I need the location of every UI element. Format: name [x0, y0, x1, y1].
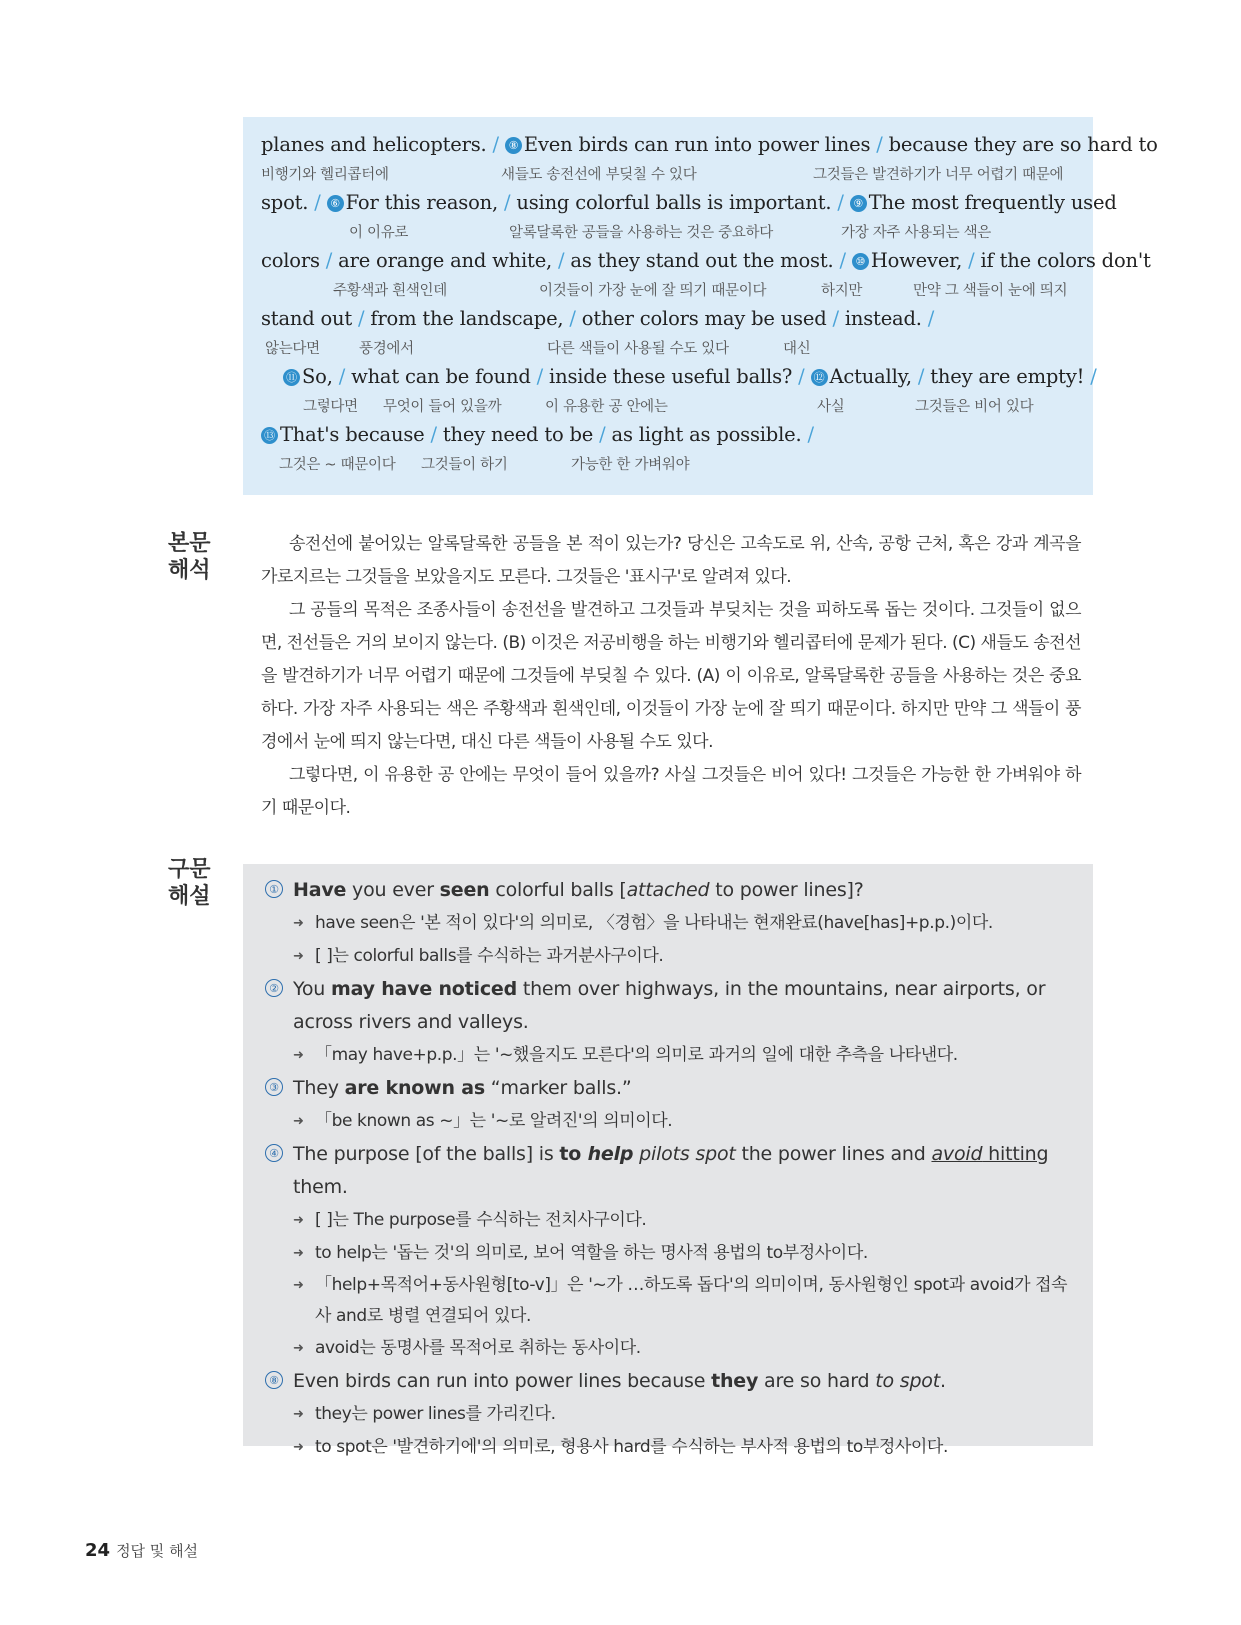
korean-gloss: 그것들은 발견하기가 너무 어렵기 때문에 — [813, 167, 1064, 183]
grammar-note — [265, 1270, 1073, 1332]
phrase: Even birds can run into power lines — [523, 133, 871, 156]
reading-line — [261, 423, 1075, 481]
italic: attached — [626, 879, 710, 901]
note-text: 「help+목적어+동사원형[to-v]」은 '~가 …하도록 돕다'의 의미이며, 동사원형인 spot과 avoid가 접속사 and로 병렬 연결되어 있다. — [315, 1275, 1068, 1326]
emphasis: Have — [293, 879, 347, 901]
korean-gloss: 대신 — [783, 341, 811, 357]
sentence-number: ④ — [265, 1144, 283, 1162]
note-text: 「may have+p.p.」는 '~했을지도 모른다'의 의미로 과거의 일에 대한 추측을 나타낸다. — [315, 1045, 958, 1065]
grammar-note — [265, 1204, 1073, 1237]
phrase: what can be found — [351, 365, 531, 388]
phrase: So, — [302, 365, 333, 388]
korean-gloss: 사실 — [817, 399, 845, 415]
italic: pilots spot — [633, 1143, 736, 1165]
grammar-note — [265, 1039, 1073, 1072]
grammar-item — [265, 1365, 1073, 1398]
phrase: instead. — [844, 307, 922, 330]
grammar-note — [265, 1332, 1073, 1365]
korean-gloss: 다른 색들이 사용될 수도 있다 — [547, 341, 729, 357]
phrase: other colors may be used — [581, 307, 827, 330]
grammar-note — [265, 1398, 1073, 1431]
korean-gloss: 비행기와 헬리콥터에 — [261, 167, 389, 183]
english-line: colors / are orange and white, / as they stand out the most. / ⑩ However, / if the colors don't — [261, 249, 1151, 272]
translation-paragraph: 그렇다면, 이 유용한 공 안에는 무엇이 들어 있을까? 사실 그것들은 비어 있다! 그것들은 가능한 한 가벼워야 하기 때문이다. — [261, 765, 1081, 818]
korean-gloss: 가능한 한 가벼워야 — [571, 457, 690, 473]
arrow-icon: ➜ — [293, 1114, 304, 1129]
english-line: stand out / from the landscape, / other colors may be used / instead. / — [261, 307, 935, 330]
note-text: they는 power lines를 가리킨다. — [315, 1404, 556, 1424]
sentence-number: ⑩ — [852, 253, 869, 270]
phrase: inside these useful balls? — [549, 365, 793, 388]
korean-gloss: 이것들이 가장 눈에 잘 띄기 때문이다 — [539, 283, 767, 299]
korean-gloss: 이 이유로 — [349, 225, 409, 241]
phrase: colors — [261, 249, 320, 272]
text: The purpose [of the balls] is — [293, 1143, 560, 1165]
sentence-number: ⑧ — [505, 137, 522, 154]
arrow-icon: ➜ — [293, 1048, 304, 1063]
grammar-note — [265, 1237, 1073, 1270]
phrase: are orange and white, — [338, 249, 553, 272]
emphasis: are known as — [344, 1077, 485, 1099]
phrase: if the colors don't — [980, 249, 1151, 272]
footer-label: 정답 및 해설 — [116, 1542, 199, 1560]
arrow-icon: ➜ — [293, 1440, 304, 1455]
text: are so hard — [758, 1370, 876, 1392]
reading-box — [243, 117, 1158, 495]
note-text: [ ]는 The purpose를 수식하는 전치사구이다. — [315, 1210, 647, 1230]
reading-line — [261, 133, 1158, 191]
phrase: from the landscape, — [370, 307, 564, 330]
emphasis: to — [559, 1143, 588, 1165]
note-text: to help는 '돕는 것'의 의미로, 보어 역할을 하는 명사적 용법의 to부정사이다. — [315, 1243, 868, 1263]
sentence-number: ② — [265, 979, 283, 997]
sentence-number: ① — [265, 880, 283, 898]
sentence-number: ⑨ — [850, 195, 867, 212]
text: the power lines and — [735, 1143, 932, 1165]
korean-gloss: 새들도 송전선에 부딪칠 수 있다 — [501, 167, 697, 183]
arrow-icon: ➜ — [293, 1341, 304, 1356]
english-line: spot. / ⑥ For this reason, / using colorful balls is important. / ⑨ The most frequently used — [261, 191, 1117, 214]
phrase: That's because — [280, 423, 425, 446]
translation-paragraph: 그 공들의 목적은 조종사들이 송전선을 발견하고 그것들과 부딪치는 것을 피하도록 돕는 것이다. 그것들이 없으면, 전선들은 거의 보이지 않는다. (B) 이것은 저공비행을 하는 비행기와 헬리콥터에 문제가 된다. (C) 새들도 송전선을 발견하기가 너무 어렵기 때문에 그것들에 부딪칠 수 있다. (A) 이 이유로, 알록달록한 공들을 사용하는 것은 중요하다. 가장 자주 사용되는 색은 주황색과 흰색인데, 이것들이 가장 눈에 잘 띄기 때문이다. 하지만 만약 그 색들이 풍경에서 눈에 띄지 않는다면, 대신 다른 색들이 사용될 수도 있다. — [261, 600, 1081, 752]
phrase: planes and helicopters. — [261, 133, 487, 156]
reading-line — [261, 191, 1117, 249]
text: “marker balls.” — [484, 1077, 632, 1099]
label-line: 해설 — [168, 884, 211, 909]
grammar-note — [265, 907, 1073, 940]
note-text: avoid는 동명사를 목적어로 취하는 동사이다. — [315, 1338, 641, 1358]
note-text: [ ]는 colorful balls를 수식하는 과거분사구이다. — [315, 946, 664, 966]
phrase: The most frequently used — [868, 191, 1117, 214]
grammar-note — [265, 1105, 1073, 1138]
grammar-note — [265, 940, 1073, 973]
phrase: because they are so hard to — [888, 133, 1158, 156]
grammar-item — [265, 1072, 1073, 1105]
note-text: to spot은 '발견하기에'의 의미로, 형용사 hard를 수식하는 부사적 용법의 to부정사이다. — [315, 1437, 948, 1457]
sentence-number: ③ — [265, 1078, 283, 1096]
korean-gloss: 그것들이 하기 — [421, 457, 508, 473]
grammar-item — [265, 1138, 1073, 1204]
phrase: For this reason, — [345, 191, 498, 214]
text: . — [939, 1370, 946, 1392]
korean-gloss: 무엇이 들어 있을까 — [383, 399, 502, 415]
reading-line — [261, 249, 1151, 307]
emphasis: seen — [439, 879, 490, 901]
korean-gloss: 이 유용한 공 안에는 — [545, 399, 668, 415]
text: You — [293, 978, 331, 1000]
text: them over highways, in the mountains, near airports, or across rivers and valleys. — [293, 978, 1046, 1033]
label-line: 해석 — [168, 558, 211, 583]
sentence-number: ⑥ — [327, 195, 344, 212]
arrow-icon: ➜ — [293, 1407, 304, 1422]
label-line: 구문 — [168, 857, 211, 882]
phrase: using colorful balls is important. — [516, 191, 832, 214]
english-line: ⑬ That's because / they need to be / as light as possible. / — [261, 423, 1075, 446]
phrase: stand out — [261, 307, 353, 330]
emphasis: may have noticed — [331, 978, 517, 1000]
arrow-icon: ➜ — [293, 916, 304, 931]
emphasis: help — [587, 1143, 634, 1165]
sentence-number: ⑧ — [265, 1371, 283, 1389]
korean-gloss: 하지만 — [821, 283, 863, 299]
phrase: they are empty! — [930, 365, 1085, 388]
grammar-label — [168, 856, 211, 910]
english-line: ⑪ So, / what can be found / inside these useful balls? / ⑫ Actually, / they are empty! / — [283, 365, 1075, 388]
translation-body — [261, 528, 1081, 825]
grammar-item — [265, 874, 1073, 907]
reading-line — [261, 365, 1097, 423]
english-line: planes and helicopters. / ⑧ Even birds can run into power lines / because they are so hard to — [261, 133, 1158, 156]
underlined: avoid — [931, 1143, 983, 1165]
korean-gloss: 알록달록한 공들을 사용하는 것은 중요하다 — [509, 225, 773, 241]
note-text: have seen은 '본 적이 있다'의 의미로, 〈경험〉을 나타내는 현재완료(have[has]+p.p.)이다. — [315, 913, 993, 933]
phrase: Actually, — [829, 365, 912, 388]
arrow-icon: ➜ — [293, 1278, 304, 1293]
text: you ever — [346, 879, 440, 901]
sentence-number: ⑫ — [811, 369, 828, 386]
arrow-icon: ➜ — [293, 1246, 304, 1261]
phrase: However, — [870, 249, 963, 272]
korean-gloss: 그렇다면 — [303, 399, 358, 415]
emphasis: they — [711, 1370, 759, 1392]
grammar-box — [243, 864, 1093, 1457]
translation-label — [168, 530, 211, 584]
korean-gloss: 가장 자주 사용되는 색은 — [841, 225, 991, 241]
korean-gloss: 주황색과 흰색인데 — [333, 283, 447, 299]
phrase: as light as possible. — [611, 423, 802, 446]
sentence-number: ⑪ — [283, 369, 300, 386]
phrase: spot. — [261, 191, 309, 214]
text: them. — [293, 1176, 348, 1198]
korean-gloss: 풍경에서 — [359, 341, 414, 357]
sentence-number: ⑬ — [261, 427, 278, 444]
text: Even birds can run into power lines because — [293, 1370, 712, 1392]
arrow-icon: ➜ — [293, 1213, 304, 1228]
arrow-icon: ➜ — [293, 949, 304, 964]
korean-gloss: 그것은 ~ 때문이다 — [279, 457, 396, 473]
text: They — [293, 1077, 345, 1099]
korean-gloss: 않는다면 — [265, 341, 320, 357]
underlined: hitting — [982, 1143, 1049, 1165]
text: colorful balls [ — [489, 879, 627, 901]
phrase: they need to be — [442, 423, 594, 446]
korean-gloss: 그것들은 비어 있다 — [915, 399, 1034, 415]
phrase: as they stand out the most. — [570, 249, 834, 272]
page-number: 24 — [85, 1540, 111, 1561]
grammar-note — [265, 1431, 1073, 1464]
label-line: 본문 — [168, 531, 211, 556]
italic: to spot — [875, 1370, 940, 1392]
translation-paragraph: 송전선에 붙어있는 알록달록한 공들을 본 적이 있는가? 당신은 고속도로 위, 산속, 공항 근처, 혹은 강과 계곡을 가로지르는 그것들을 보았을지도 모른다. 그것들은 '표시구'로 알려져 있다. — [261, 534, 1081, 587]
reading-line — [261, 307, 1075, 365]
page-footer — [85, 1540, 198, 1561]
text: to power lines]? — [709, 879, 864, 901]
korean-gloss: 만약 그 색들이 눈에 띄지 — [913, 283, 1068, 299]
grammar-item — [265, 973, 1073, 1039]
note-text: 「be known as ~」는 '~로 알려진'의 의미이다. — [315, 1111, 673, 1131]
